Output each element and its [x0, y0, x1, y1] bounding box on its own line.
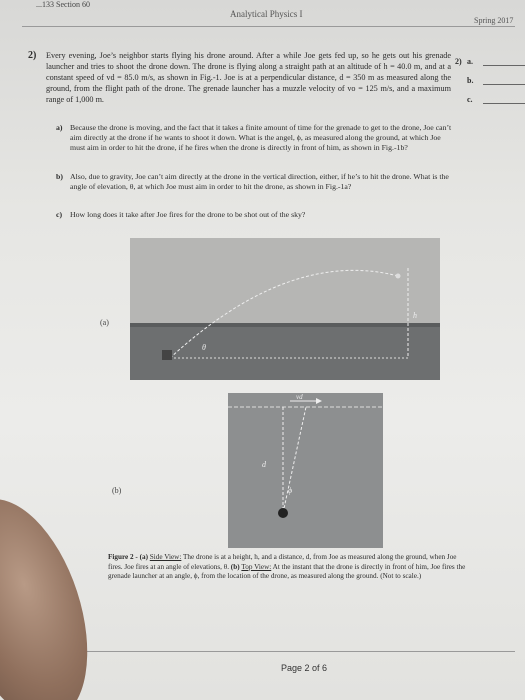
part-c-label: c): [56, 210, 63, 219]
part-a-label: a): [56, 123, 63, 132]
header-rule: [22, 26, 515, 27]
h-label: h: [413, 311, 417, 320]
part-a: [56, 123, 455, 153]
part-b-text: Also, due to gravity, Joe can’t aim directly at the drone in the vertical direction, either, if he’s to hit the drone. What is the angle of elevation, θ, at which Joe must aim in order to hit the drone, as shown in Fig.-1a?: [70, 172, 449, 191]
distance-label: d: [262, 460, 266, 469]
answer-line-c[interactable]: [483, 93, 525, 104]
caption-b-tag: (b): [230, 562, 240, 571]
answer-line-b[interactable]: [483, 74, 525, 85]
drone-velocity-label: vd: [296, 393, 303, 401]
top-view-diagram: [228, 393, 383, 548]
part-a-text: Because the drone is moving, and the fact that it takes a finite amount of time for the grenade to get to the drone, Joe can’t aim directly at the drone if he wants to shoot it down. What is the angel, ϕ, as measured along the ground, at which Joe must aim in order to hit the drone, if he fires when the drone is directly in front of him, as shown in Fig.-1b?: [70, 123, 452, 152]
caption-side-view: Side View:: [149, 553, 182, 561]
answer-blanks: [455, 47, 525, 104]
figure-a-side-view: [130, 238, 440, 380]
figure-a-label: (a): [100, 318, 109, 327]
answer-label-a: a.: [467, 57, 473, 66]
answer-label-b: b.: [467, 76, 474, 85]
figure-b-label: (b): [112, 486, 122, 495]
part-b: [56, 172, 455, 192]
answer-label-c: c.: [467, 95, 473, 104]
phi-label: ϕ: [288, 486, 293, 495]
answer-row-a: [455, 47, 525, 66]
part-c: [56, 210, 455, 220]
answer-line-a[interactable]: [483, 55, 525, 66]
question-number: 2): [28, 50, 37, 61]
answer-row-b: [467, 66, 525, 85]
part-b-label: b): [56, 172, 63, 181]
side-view-diagram: [130, 238, 440, 380]
footer-rule: [22, 651, 515, 652]
part-c-text: How long does it take after Joe fires for the drone to be shot out of the sky?: [70, 210, 306, 219]
term-label: Spring 2017: [474, 16, 514, 25]
course-header: ...133 Section 60: [36, 0, 90, 9]
caption-figure-number: Figure 2 -: [108, 553, 138, 561]
caption-top-view: Top View:: [241, 562, 272, 571]
answer-number: 2): [455, 57, 462, 66]
question-text: Every evening, Joe’s neighbor starts flying his drone around. After a while Joe gets fed up, so he gets out his grenade launcher and tries to shoot the drone down. The drone is flying along a straight path at an altitude of h = 40.0 m, and at a constant speed of vd = 85.0 m/s, as shown in Fig.-1. Joe is at a perpendicular distance, d = 350 m as measured along the ground, from the flight path of the drone. The grenade launcher has a muzzle velocity of vo = 125 m/s, and a maximum range of 1,000 m.: [46, 51, 451, 104]
answer-row-c: [467, 85, 525, 104]
caption-a-tag: (a): [139, 553, 148, 561]
page-number: Page 2 of 6: [281, 663, 328, 673]
caption-b-text: At the instant that the drone is directly in front of him, Joe fires the grenade launcher at an angle, ϕ, from the location of the drone, as measured along the ground. (Not to scale.): [108, 562, 466, 580]
figure-caption: [108, 553, 468, 582]
caption-a-text: The drone is at a height, h, and a distance, d, from Joe as measured along the ground, when Joe fires. Joe fires at an angle of elevations, θ.: [108, 553, 457, 571]
theta-label: θ: [202, 343, 206, 352]
course-title: Analytical Physics I: [230, 9, 303, 19]
figure-b-top-view: [228, 393, 383, 548]
